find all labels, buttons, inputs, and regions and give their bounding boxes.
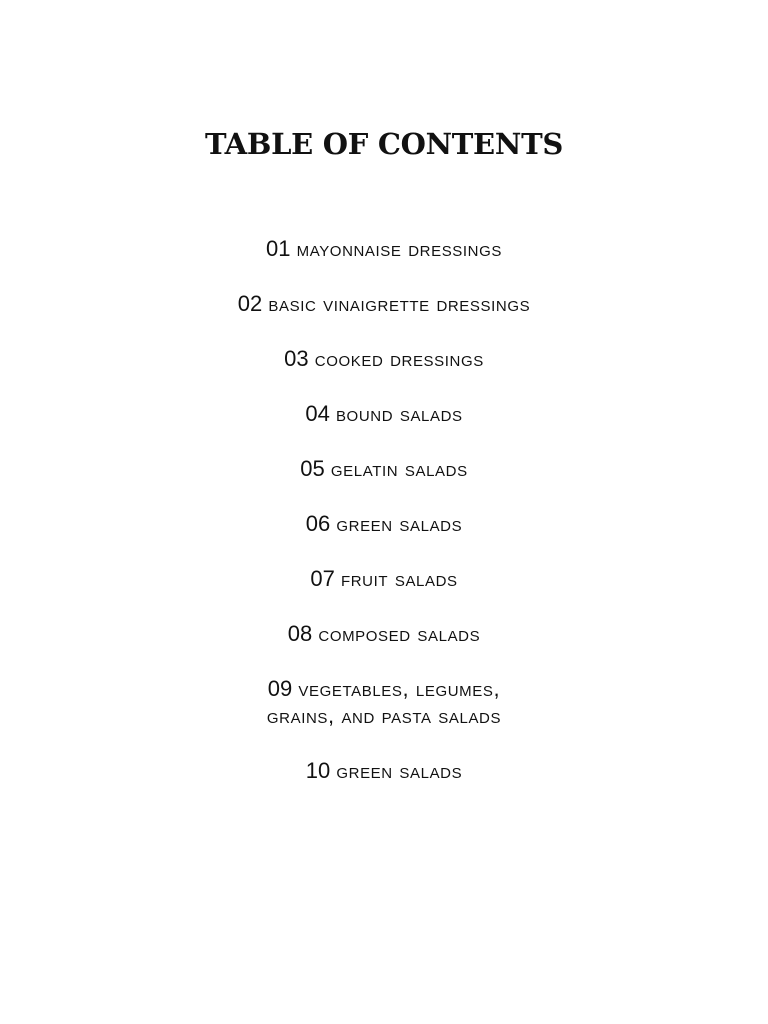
- toc-entry-number: 10: [305, 758, 331, 783]
- toc-entry-03: [0, 345, 768, 372]
- toc-entry-04: [0, 400, 768, 427]
- toc-entry-label: basic vinaigrette dressings: [268, 291, 531, 316]
- toc-entry-06: [0, 510, 768, 537]
- toc-entry-number: 08: [287, 621, 313, 646]
- toc-entry-label: green salads: [336, 758, 463, 783]
- table-of-contents: [0, 235, 768, 812]
- toc-entry-10: [0, 757, 768, 784]
- toc-entry-label: cooked dressings: [314, 346, 484, 371]
- toc-entry-05: [0, 455, 768, 482]
- toc-entry-number: 05: [300, 456, 325, 481]
- toc-entry-label: bound salads: [335, 401, 463, 426]
- toc-entry-label: vegetables, legumes,: [298, 676, 501, 701]
- page-title: TABLE OF CONTENTS: [204, 127, 563, 161]
- toc-entry-08: [0, 620, 768, 647]
- toc-entry-number: 02: [237, 291, 263, 316]
- toc-entry-07: [0, 565, 768, 592]
- toc-entry-label-continuation: grains, and pasta salads: [266, 703, 502, 728]
- toc-entry-number: 06: [305, 511, 331, 536]
- toc-entry-number: 07: [310, 566, 335, 591]
- toc-entry-label: composed salads: [318, 621, 481, 646]
- toc-entry-number: 04: [305, 401, 330, 426]
- toc-entry-label: gelatin salads: [330, 456, 468, 481]
- toc-entry-label: mayonnaise dressings: [296, 236, 502, 261]
- toc-entry-number: 09: [267, 676, 293, 701]
- toc-entry-label: green salads: [336, 511, 463, 536]
- toc-entry-number: 03: [284, 346, 309, 371]
- toc-entry-number: 01: [266, 236, 291, 261]
- toc-entry-09: [0, 675, 768, 729]
- toc-entry-01: [0, 235, 768, 262]
- toc-entry-02: [0, 290, 768, 317]
- toc-entry-label: fruit salads: [340, 566, 458, 591]
